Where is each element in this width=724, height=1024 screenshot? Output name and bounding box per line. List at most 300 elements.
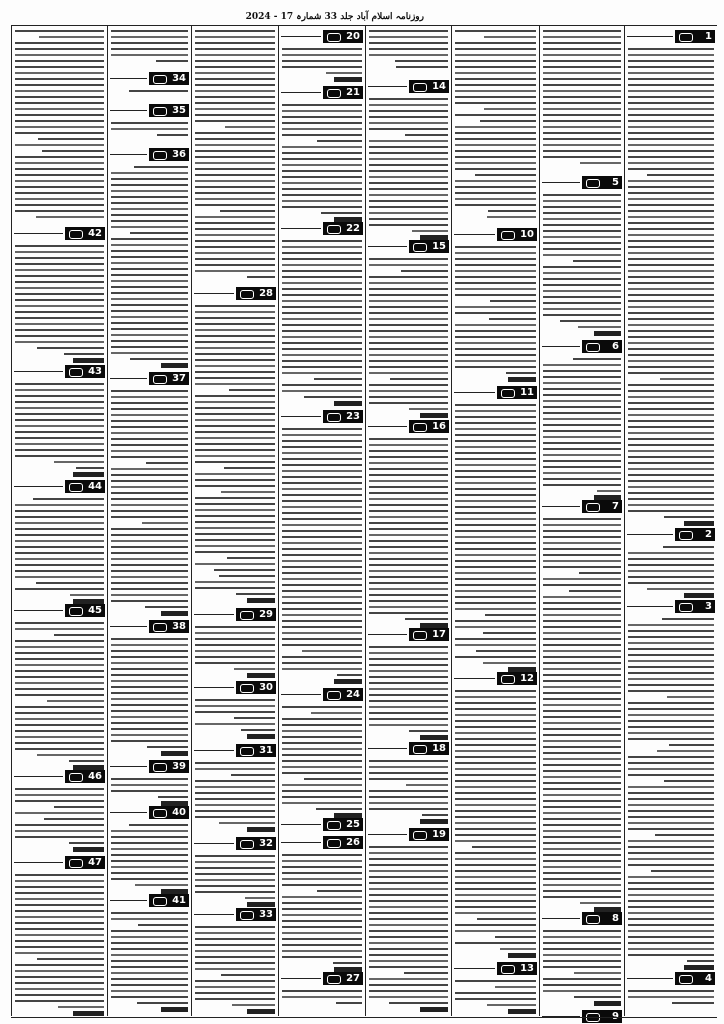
text-line (543, 752, 621, 754)
text-line (628, 138, 714, 140)
text-line (15, 407, 104, 409)
text-line (369, 218, 448, 220)
text-line (405, 618, 448, 620)
text-line (15, 443, 104, 445)
text-line (369, 966, 448, 968)
item-byline (161, 1007, 188, 1012)
text-line (455, 584, 536, 586)
text-line (543, 614, 621, 616)
text-line (543, 984, 621, 986)
text-line (15, 830, 104, 832)
text-line (369, 504, 448, 506)
header-rule (368, 634, 407, 635)
text-line (455, 912, 536, 914)
item-number: 6 (612, 341, 619, 352)
text-line (543, 632, 621, 634)
item-byline (420, 1007, 448, 1012)
text-line (455, 270, 536, 272)
text-line (455, 560, 536, 562)
text-line (282, 288, 362, 290)
item-header (627, 528, 715, 541)
header-rule (627, 606, 673, 607)
text-line (487, 216, 536, 218)
text-line (369, 264, 448, 266)
item-number: 40 (172, 807, 186, 818)
text-line (282, 494, 362, 496)
header-rule (627, 36, 673, 37)
text-line (390, 378, 448, 380)
text-line (543, 812, 621, 814)
text-line (282, 932, 362, 934)
text-line (543, 890, 621, 892)
column-rule (11, 26, 12, 1016)
text-line (455, 840, 536, 842)
text-line (282, 602, 362, 604)
text-line (111, 190, 188, 192)
text-line (455, 870, 536, 872)
text-line (15, 558, 104, 560)
text-line (543, 382, 621, 384)
text-line (15, 940, 104, 942)
text-line (579, 572, 621, 574)
text-line (282, 644, 362, 646)
news-logo-icon (679, 975, 693, 984)
text-line (455, 264, 536, 266)
text-line (543, 102, 621, 104)
text-line (455, 294, 536, 296)
text-line (195, 365, 275, 367)
text-line (111, 178, 188, 180)
text-line (195, 84, 275, 86)
text-line (195, 699, 275, 701)
text-line (195, 162, 275, 164)
text-line (628, 420, 714, 422)
text-line (455, 342, 536, 344)
news-logo-icon (413, 423, 427, 432)
text-line (628, 234, 714, 236)
item-number: 27 (346, 973, 360, 984)
text-line (15, 329, 104, 331)
text-line (234, 668, 275, 670)
text-line (455, 696, 536, 698)
text-line (15, 198, 104, 200)
text-line (455, 66, 536, 68)
text-line (455, 252, 536, 254)
text-line (628, 396, 714, 398)
text-line (111, 778, 188, 780)
text-line (543, 638, 621, 640)
text-line (369, 402, 448, 404)
text-line (111, 570, 188, 572)
text-line (543, 602, 621, 604)
text-line (455, 656, 536, 658)
item-byline (420, 819, 448, 824)
text-line (15, 156, 104, 158)
text-line (336, 1002, 362, 1004)
text-line (111, 42, 188, 44)
text-line (282, 294, 362, 296)
text-line (628, 738, 714, 740)
text-line (543, 896, 621, 898)
text-line (15, 646, 104, 648)
column-rule (539, 26, 540, 1016)
text-line (195, 270, 275, 272)
text-line (543, 206, 621, 208)
item-number-badge (149, 620, 189, 633)
text-line (195, 30, 275, 32)
text-line (111, 322, 188, 324)
text-line (543, 746, 621, 748)
text-line (369, 276, 448, 278)
text-line (282, 246, 362, 248)
text-line (455, 744, 536, 746)
text-line (455, 282, 536, 284)
news-logo-icon (586, 179, 600, 188)
text-line (369, 366, 448, 368)
text-line (195, 563, 275, 565)
text-line (195, 102, 275, 104)
text-line (15, 269, 104, 271)
text-line (369, 718, 448, 720)
text-line (369, 936, 448, 938)
text-line (455, 530, 536, 532)
text-line (304, 396, 362, 398)
column-rule (624, 26, 625, 1016)
text-line (282, 706, 362, 708)
text-line (628, 132, 714, 134)
text-line (111, 722, 188, 724)
item-byline (247, 902, 275, 907)
text-line (543, 764, 621, 766)
item-number: 16 (432, 421, 446, 432)
text-line (195, 174, 275, 176)
text-line (111, 978, 188, 980)
item-number: 19 (432, 829, 446, 840)
text-line (314, 378, 362, 380)
text-line (369, 552, 448, 554)
text-line (15, 305, 104, 307)
continued-text (452, 26, 539, 226)
text-line (282, 110, 362, 112)
text-line (15, 742, 104, 744)
text-line (628, 480, 714, 482)
text-line (628, 384, 714, 386)
text-line (409, 408, 448, 410)
text-line (282, 66, 362, 68)
text-line (69, 760, 104, 762)
text-line (15, 794, 104, 796)
text-line (455, 500, 536, 502)
text-line (628, 954, 714, 956)
text-line (455, 410, 536, 412)
text-line (369, 924, 448, 926)
text-line (369, 954, 448, 956)
text-line (15, 904, 104, 906)
text-line (111, 972, 188, 974)
text-block (455, 28, 536, 222)
news-logo-icon (240, 684, 254, 693)
text-line (543, 930, 621, 932)
text-line (455, 822, 536, 824)
item-header (281, 818, 363, 831)
text-line (628, 792, 714, 794)
text-line (543, 860, 621, 862)
text-line (282, 590, 362, 592)
news-logo-icon (327, 839, 341, 848)
text-line (455, 288, 536, 290)
header-rule (194, 750, 234, 751)
item-number: 33 (259, 909, 273, 920)
text-line (282, 188, 362, 190)
text-line (15, 78, 104, 80)
text-block (111, 822, 188, 888)
item-number-badge (409, 240, 449, 253)
text-line (369, 342, 448, 344)
text-line (543, 698, 621, 700)
item-number-badge (582, 176, 622, 189)
text-line (543, 674, 621, 676)
item-byline (594, 331, 621, 336)
news-logo-icon (413, 243, 427, 252)
text-line (317, 890, 362, 892)
header-rule (110, 626, 147, 627)
text-line (282, 908, 362, 910)
text-line (111, 298, 188, 300)
text-line (236, 593, 275, 595)
item-number-badge (236, 681, 276, 694)
text-line (651, 870, 714, 872)
text-line (543, 650, 621, 652)
text-line (316, 808, 362, 810)
text-line (195, 711, 275, 713)
text-line (111, 558, 188, 560)
news-item (625, 600, 717, 970)
item-header (110, 620, 189, 633)
text-line (282, 878, 362, 880)
text-line (628, 78, 714, 80)
text-line (282, 656, 362, 658)
text-line (111, 172, 188, 174)
text-line (543, 734, 621, 736)
text-line (543, 578, 621, 580)
text-line (282, 860, 362, 862)
text-line (111, 280, 188, 282)
text-line (628, 912, 714, 914)
text-line (33, 498, 104, 500)
text-line (111, 936, 188, 938)
text-line (15, 724, 104, 726)
text-line (129, 90, 188, 92)
text-line (195, 551, 275, 553)
text-line (369, 116, 448, 118)
text-line (543, 978, 621, 980)
text-line (369, 706, 448, 708)
continued-text (108, 26, 191, 70)
text-line (282, 620, 362, 622)
item-number-badge (65, 365, 105, 378)
text-line (628, 48, 714, 50)
text-line (628, 318, 714, 320)
text-line (369, 152, 448, 154)
text-line (282, 638, 362, 640)
text-line (543, 54, 621, 56)
text-line (628, 720, 714, 722)
item-number: 21 (346, 87, 360, 98)
text-line (369, 594, 448, 596)
text-line (455, 816, 536, 818)
news-item (12, 480, 107, 602)
text-line (111, 492, 188, 494)
text-line (628, 444, 714, 446)
text-line (195, 407, 275, 409)
text-line (195, 96, 275, 98)
text-line (37, 347, 104, 349)
text-line (234, 717, 275, 719)
item-header (281, 836, 363, 849)
item-number: 17 (432, 629, 446, 640)
text-line (282, 956, 362, 958)
text-line (455, 572, 536, 574)
text-block (282, 46, 362, 80)
text-line (282, 258, 362, 260)
text-line (669, 744, 714, 746)
text-line (221, 491, 275, 493)
item-number-badge (236, 908, 276, 921)
text-line (111, 842, 188, 844)
text-line (543, 472, 621, 474)
text-line (195, 78, 275, 80)
text-line (628, 888, 714, 890)
news-logo-icon (240, 911, 254, 920)
text-line (628, 642, 714, 644)
header-rule (281, 228, 321, 229)
text-line (543, 806, 621, 808)
text-line (15, 564, 104, 566)
text-line (111, 30, 188, 32)
header-rule (368, 834, 407, 835)
news-item (279, 222, 365, 408)
item-header (542, 340, 622, 353)
item-number-badge (236, 287, 276, 300)
news-item (108, 894, 191, 1014)
text-block (15, 496, 104, 598)
header-rule (281, 92, 321, 93)
text-line (111, 402, 188, 404)
text-line (455, 942, 536, 944)
text-line (628, 672, 714, 674)
text-line (195, 72, 275, 74)
text-line (15, 528, 104, 530)
text-line (195, 581, 275, 583)
text-line (628, 900, 714, 902)
item-number-badge (497, 228, 537, 241)
item-number-badge (409, 420, 449, 433)
text-line (543, 740, 621, 742)
news-item (366, 828, 451, 1014)
header-rule (368, 246, 407, 247)
text-line (282, 354, 362, 356)
text-line (543, 114, 621, 116)
text-line (282, 584, 362, 586)
news-logo-icon (240, 611, 254, 620)
news-logo-icon (69, 230, 83, 239)
news-logo-icon (413, 745, 427, 754)
text-line (195, 36, 275, 38)
text-line (543, 150, 621, 152)
text-line (472, 846, 536, 848)
text-line (488, 210, 536, 212)
text-line (543, 584, 621, 586)
text-line (282, 200, 362, 202)
item-number-badge (497, 962, 537, 975)
text-line (369, 318, 448, 320)
item-header (542, 176, 622, 189)
text-line (15, 682, 104, 684)
item-header (110, 806, 189, 819)
header-rule (454, 968, 495, 969)
text-line (369, 462, 448, 464)
text-line (38, 138, 104, 140)
text-line (282, 632, 362, 634)
text-line (111, 340, 188, 342)
news-logo-icon (153, 151, 167, 160)
text-line (660, 378, 714, 380)
text-line (628, 810, 714, 812)
text-line (655, 834, 714, 836)
text-line (369, 564, 448, 566)
text-line (195, 437, 275, 439)
text-line (543, 484, 621, 486)
text-line (455, 348, 536, 350)
text-line (15, 718, 104, 720)
text-line (543, 194, 621, 196)
text-line (628, 816, 714, 818)
text-line (15, 251, 104, 253)
text-line (111, 668, 188, 670)
text-line (455, 168, 536, 170)
text-line (369, 870, 448, 872)
text-line (36, 582, 104, 584)
text-line (543, 370, 621, 372)
text-line (282, 206, 362, 208)
text-line (543, 466, 621, 468)
text-line (543, 954, 621, 956)
text-line (156, 60, 188, 62)
text-line (195, 956, 275, 958)
text-line (455, 590, 536, 592)
text-line (111, 534, 188, 536)
item-number-badge (65, 856, 105, 869)
text-line (245, 897, 275, 899)
text-line (543, 758, 621, 760)
news-item (625, 30, 717, 526)
text-line (543, 824, 621, 826)
text-line (111, 292, 188, 294)
text-line (628, 552, 714, 554)
text-line (195, 347, 275, 349)
text-line (15, 60, 104, 62)
text-line (195, 998, 275, 1000)
header-rule (194, 687, 234, 688)
text-line (369, 438, 448, 440)
item-byline (684, 965, 714, 970)
text-line (477, 918, 536, 920)
text-block (111, 776, 188, 800)
news-logo-icon (69, 859, 83, 868)
text-line (628, 150, 714, 152)
text-block (369, 644, 448, 736)
text-line (282, 182, 362, 184)
